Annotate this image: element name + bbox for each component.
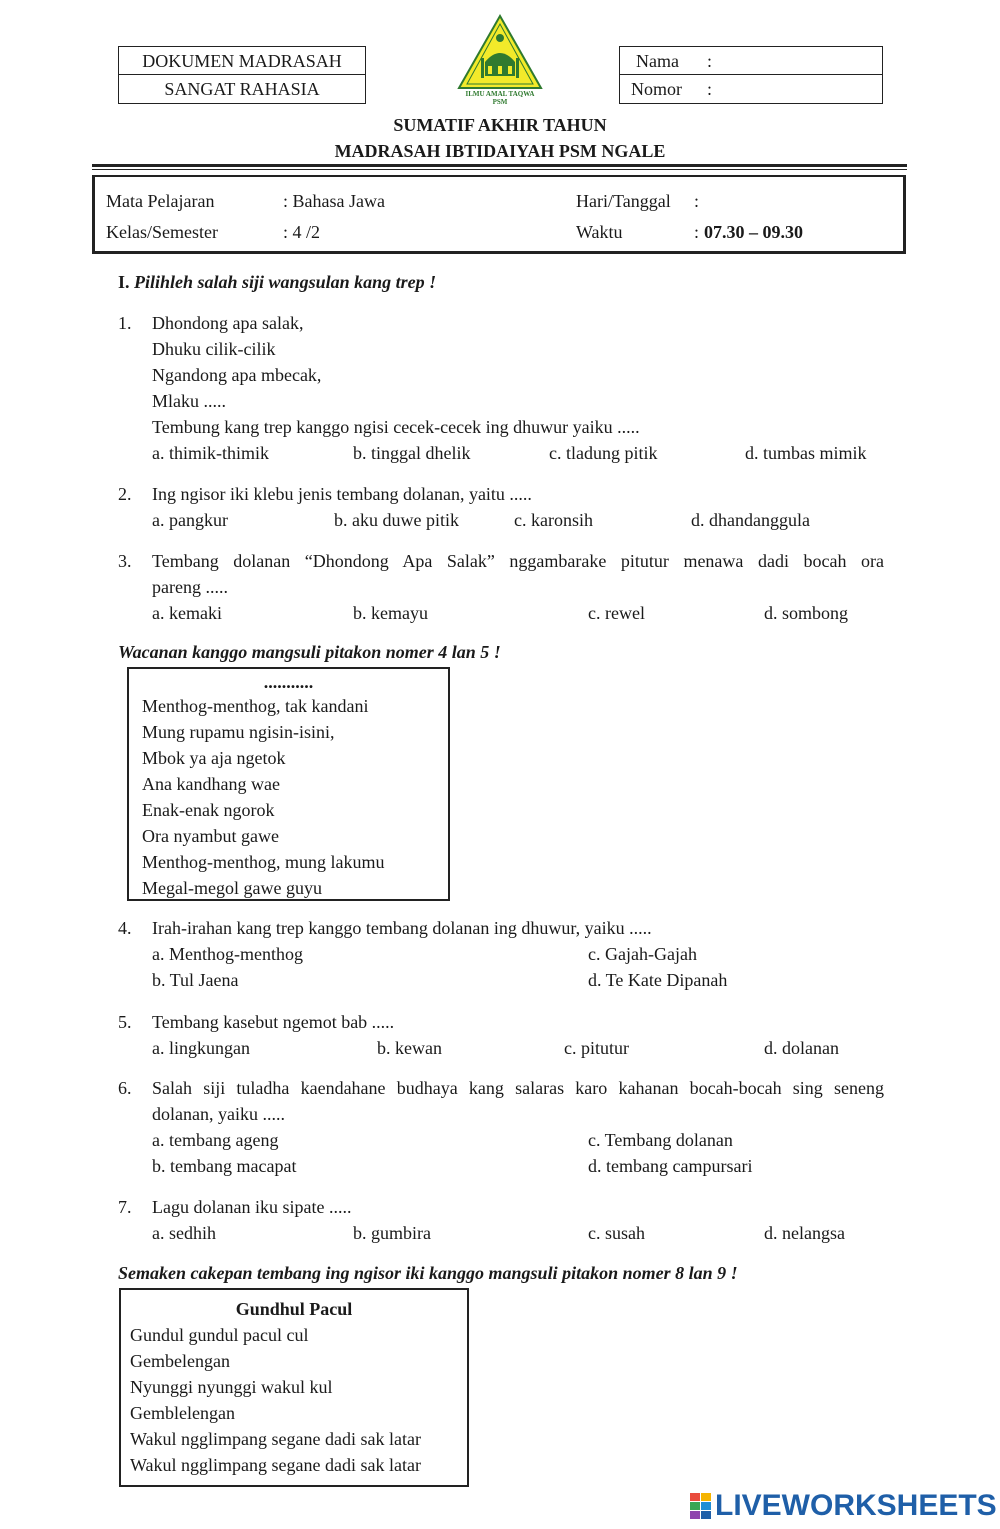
school-logo-icon <box>455 14 545 106</box>
liveworksheets-icon <box>690 1493 712 1519</box>
question-line: dolanan, yaiku ..... <box>152 1104 285 1124</box>
poem-line: Nyunggi nyunggi wakul kul <box>130 1377 333 1397</box>
number-label: Nomor <box>631 79 682 99</box>
poem-line: Gemblelengan <box>130 1403 235 1423</box>
name-field[interactable] <box>619 46 883 75</box>
option-c[interactable]: c. susah <box>588 1223 645 1243</box>
number-colon: : <box>707 79 713 99</box>
option-b[interactable]: b. tinggal dhelik <box>353 443 471 463</box>
poem-line: Mbok ya aja ngetok <box>142 748 286 768</box>
question-3 <box>118 548 884 626</box>
question-number: 2. <box>118 484 132 504</box>
question-line: Lagu dolanan iku sipate ..... <box>152 1197 352 1217</box>
poem-line: Menthog-menthog, mung lakumu <box>142 852 385 872</box>
question-6 <box>118 1075 884 1179</box>
poem-line: Wakul ngglimpang segane dadi sak latar <box>130 1429 421 1449</box>
option-d[interactable]: d. tumbas mimik <box>745 443 867 463</box>
school-title: MADRASAH IBTIDAIYAH PSM NGALE <box>334 141 666 161</box>
poem-line: Ana kandhang wae <box>142 774 280 794</box>
document-label-box <box>118 46 366 104</box>
option-c[interactable]: c. Tembang dolanan <box>588 1130 733 1150</box>
question-line: Mlaku ..... <box>152 391 226 411</box>
watermark-text: LIVEWORKSHEETS <box>715 1489 997 1522</box>
option-a[interactable]: a. tembang ageng <box>152 1130 279 1150</box>
option-b[interactable]: b. kemayu <box>353 603 428 623</box>
poem-line: Menthog-menthog, tak kandani <box>142 696 369 716</box>
question-line: Tembang dolanan “Dhondong Apa Salak” nggambarake pitutur menawa dadi bocah ora <box>152 551 884 571</box>
option-c[interactable]: c. karonsih <box>514 510 593 530</box>
option-d[interactable]: d. sombong <box>764 603 849 623</box>
logo-abbr: PSM <box>492 98 508 106</box>
poem-line: Gembelengan <box>130 1351 230 1371</box>
question-line: Salah siji tuladha kaendahane budhaya kang salaras karo kahanan bocah-bocah sing seneng <box>152 1078 884 1098</box>
poem-line: Ora nyambut gawe <box>142 826 279 846</box>
question-line: Dhuku cilik-cilik <box>152 339 276 359</box>
poem-title: ........... <box>263 672 314 692</box>
poem-box-menthog <box>127 667 450 901</box>
option-c[interactable]: c. rewel <box>588 603 645 623</box>
poem-title: Gundhul Pacul <box>235 1299 353 1319</box>
time-colon: : <box>694 222 700 242</box>
question-number: 5. <box>118 1012 132 1032</box>
subject-label: Mata Pelajaran <box>106 191 215 211</box>
title-divider-thick <box>92 164 907 167</box>
question-line: Dhondong apa salak, <box>152 313 304 333</box>
option-a[interactable]: a. thimik-thimik <box>152 443 269 463</box>
option-a[interactable]: a. pangkur <box>152 510 228 530</box>
time-value: 07.30 – 09.30 <box>704 222 803 242</box>
option-c[interactable]: c. pitutur <box>564 1038 629 1058</box>
question-5 <box>118 1009 884 1061</box>
option-c[interactable]: c. Gajah-Gajah <box>588 944 697 964</box>
section-heading <box>118 272 436 293</box>
exam-title: SUMATIF AKHIR TAHUN <box>393 115 607 135</box>
question-7 <box>118 1194 884 1246</box>
question-line: Ing ngisor iki klebu jenis tembang dolanan, yaitu ..... <box>152 484 532 504</box>
question-line: Irah-irahan kang trep kanggo tembang dolanan ing dhuwur, yaiku ..... <box>152 918 652 938</box>
secrecy-label: SANGAT RAHASIA <box>118 75 366 104</box>
question-line: Tembung kang trep kanggo ngisi cecek-cecek ing dhuwur yaiku ..... <box>152 417 640 437</box>
section-roman: I. <box>118 272 130 292</box>
document-label: DOKUMEN MADRASAH <box>118 46 366 75</box>
question-line: Ngandong apa mbecak, <box>152 365 322 385</box>
question-number: 7. <box>118 1197 132 1217</box>
question-1 <box>118 310 884 463</box>
poem-line: Megal-megol gawe guyu <box>142 878 322 898</box>
question-4 <box>118 915 884 993</box>
name-label: Nama <box>636 51 679 71</box>
option-d[interactable]: d. Te Kate Dipanah <box>588 970 728 990</box>
poem-line: Gundul gundul pacul cul <box>130 1325 309 1345</box>
exam-info-box <box>92 175 906 254</box>
option-b[interactable]: b. gumbira <box>353 1223 431 1243</box>
logo-motto: ILMU AMAL TAQWA <box>465 90 535 98</box>
option-a[interactable]: a. sedhih <box>152 1223 216 1243</box>
time-label: Waktu <box>576 222 623 242</box>
date-value: : <box>694 191 700 211</box>
option-b[interactable]: b. Tul Jaena <box>152 970 239 990</box>
class-value: : 4 /2 <box>283 222 321 242</box>
option-a[interactable]: a. lingkungan <box>152 1038 250 1058</box>
reading-instruction-2: Semaken cakepan tembang ing ngisor iki kanggo mangsuli pitakon nomer 8 lan 9 ! <box>118 1263 738 1283</box>
question-number: 3. <box>118 551 132 571</box>
liveworksheets-watermark <box>690 1488 997 1524</box>
option-b[interactable]: b. aku duwe pitik <box>334 510 459 530</box>
option-a[interactable]: a. Menthog-menthog <box>152 944 303 964</box>
class-label: Kelas/Semester <box>106 222 218 242</box>
option-b[interactable]: b. tembang macapat <box>152 1156 297 1176</box>
section-instruction: Pilihleh salah siji wangsulan kang trep ! <box>134 272 437 292</box>
question-line: Tembang kasebut ngemot bab ..... <box>152 1012 395 1032</box>
poem-line: Wakul ngglimpang segane dadi sak latar <box>130 1455 421 1475</box>
date-label: Hari/Tanggal <box>576 191 671 211</box>
option-d[interactable]: d. dhandanggula <box>691 510 810 530</box>
poem-line: Mung rupamu ngisin-isini, <box>142 722 335 742</box>
poem-box-gundhul-pacul <box>119 1288 469 1487</box>
question-number: 6. <box>118 1078 132 1098</box>
school-logo <box>455 14 545 106</box>
poem-line: Enak-enak ngorok <box>142 800 275 820</box>
name-colon: : <box>707 51 713 71</box>
option-d[interactable]: d. nelangsa <box>764 1223 845 1243</box>
subject-value: : Bahasa Jawa <box>283 191 385 211</box>
question-2 <box>118 481 884 533</box>
option-a[interactable]: a. kemaki <box>152 603 222 623</box>
option-b[interactable]: b. kewan <box>377 1038 442 1058</box>
title-divider-thin <box>92 169 907 170</box>
number-field[interactable] <box>619 75 883 104</box>
reading-instruction-1: Wacanan kanggo mangsuli pitakon nomer 4 lan 5 ! <box>118 642 501 662</box>
question-line: pareng ..... <box>152 577 228 597</box>
option-c[interactable]: c. tladung pitik <box>549 443 658 463</box>
student-identity-box <box>619 46 883 104</box>
question-number: 1. <box>118 313 132 333</box>
question-number: 4. <box>118 918 132 938</box>
option-d[interactable]: d. tembang campursari <box>588 1156 753 1176</box>
option-d[interactable]: d. dolanan <box>764 1038 839 1058</box>
